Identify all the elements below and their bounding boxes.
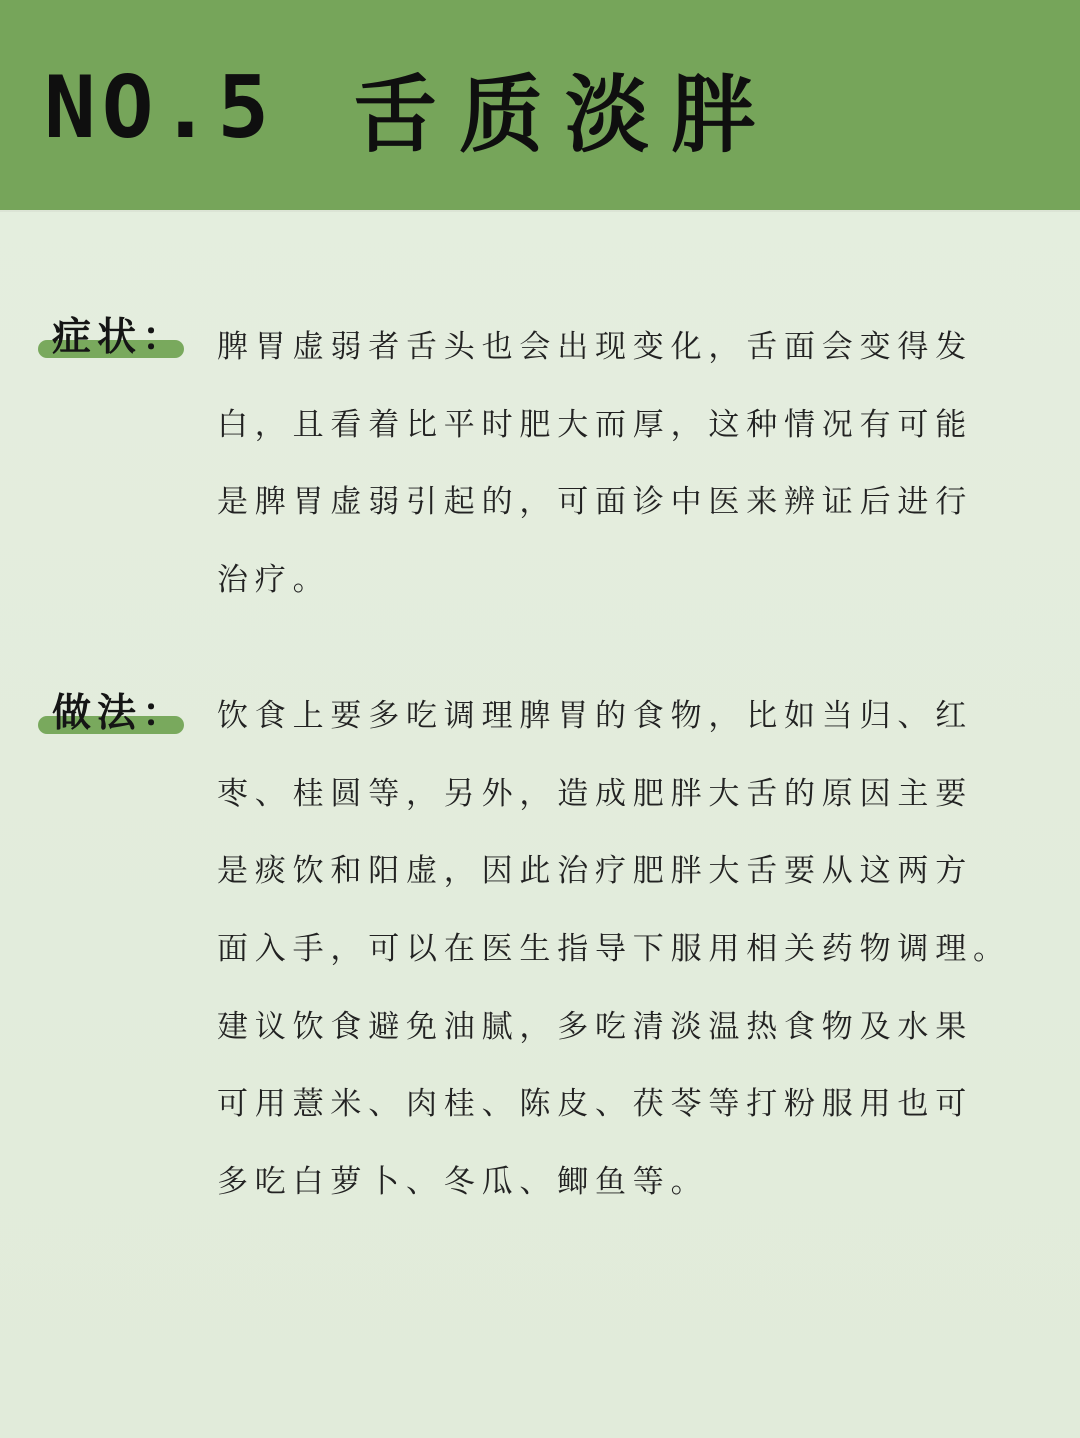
symptoms-line: 脾胃虚弱者舌头也会出现变化，舌面会变得发 <box>217 329 973 365</box>
symptoms-line: 治疗。 <box>217 562 331 599</box>
symptoms-text <box>217 309 1032 620</box>
method-line: 面入手，可以在医生指导下服用相关药物调理。 <box>217 931 1011 968</box>
method-line: 是痰饮和阳虚，因此治疗肥胖大舌要从这两方 <box>217 853 973 890</box>
method-line: 饮食上要多吃调理脾胃的食物，比如当归、红 <box>217 698 973 734</box>
page-title <box>44 48 777 168</box>
method-line: 枣、桂圆等，另外，造成肥胖大舌的原因主要 <box>217 775 973 812</box>
title-text: 舌质淡胖 <box>353 64 778 164</box>
header-banner <box>0 0 1080 210</box>
method-line: 可用薏米、肉桂、陈皮、茯苓等打粉服用也可 <box>217 1086 973 1123</box>
method-line: 建议饮食避免油腻，多吃清淡温热食物及水果 <box>217 1008 973 1045</box>
method-line: 多吃白萝卜、冬瓜、鲫鱼等。 <box>217 1164 709 1201</box>
symptoms-label <box>38 306 188 376</box>
method-label-text: 做法： <box>52 690 188 736</box>
method-text <box>217 678 1032 1222</box>
title-number: NO.5 <box>44 58 276 158</box>
symptoms-line: 是脾胃虚弱引起的，可面诊中医来辨证后进行 <box>217 484 973 521</box>
symptoms-label-text: 症状： <box>52 314 188 360</box>
symptoms-line: 白，且看着比平时肥大而厚，这种情况有可能 <box>217 406 973 443</box>
method-label <box>38 682 188 752</box>
